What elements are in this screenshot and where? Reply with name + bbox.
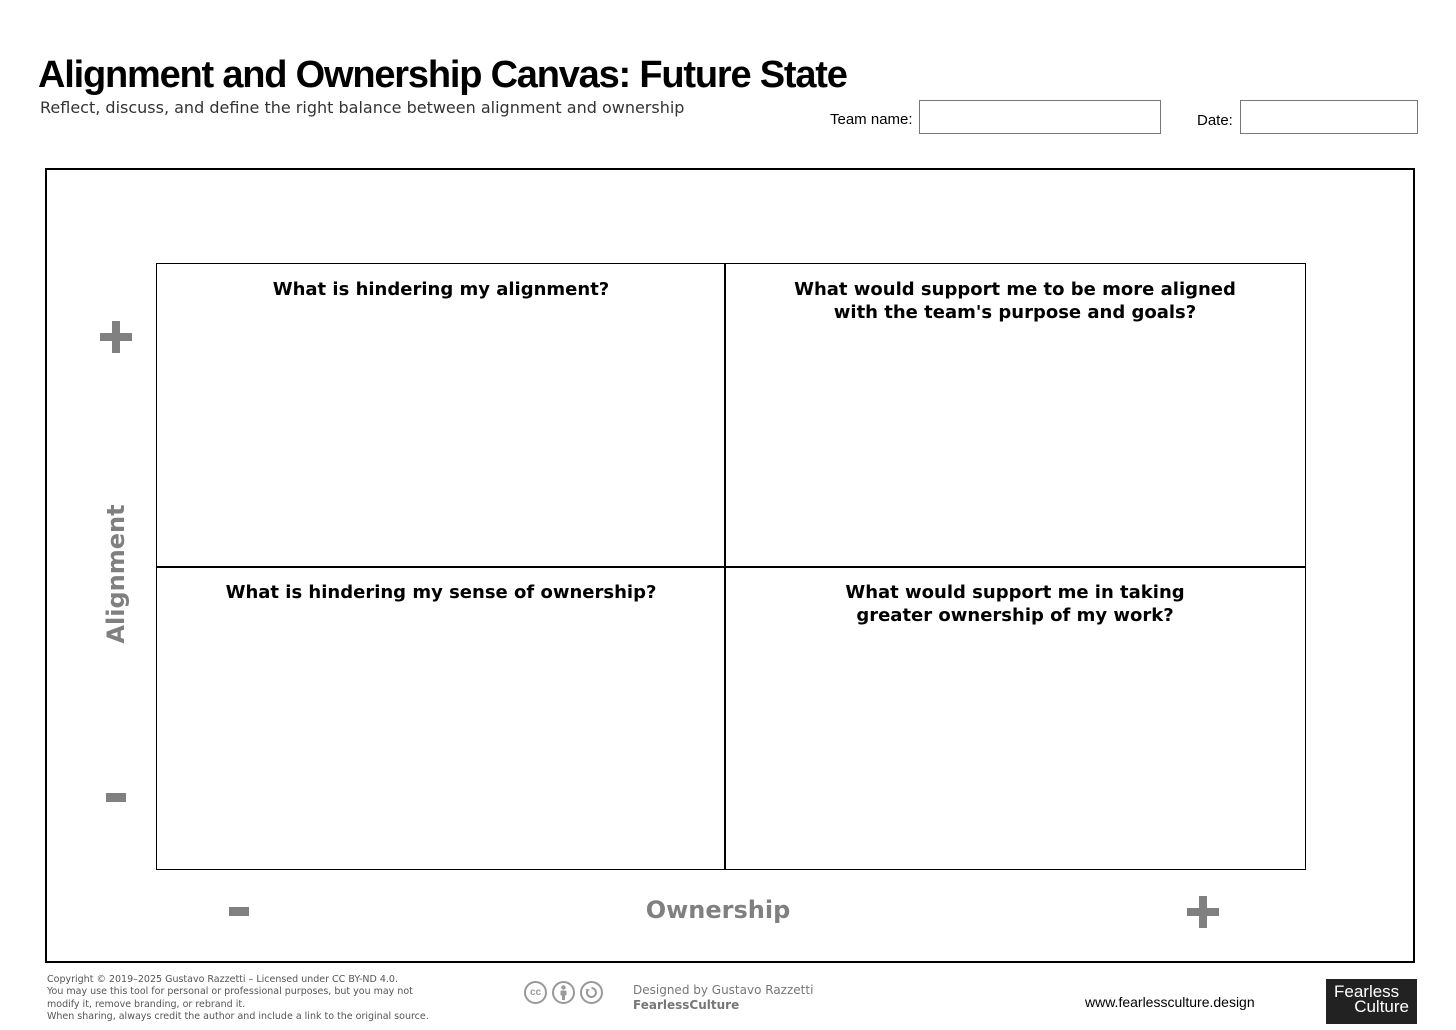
- alignment-plus-icon: [100, 321, 132, 353]
- designer-credit: [633, 983, 813, 1013]
- date-field[interactable]: [1240, 100, 1418, 134]
- copyright-line: Copyright © 2019–2025 Gustavo Razzetti – Licensed under CC BY-ND 4.0.: [47, 974, 398, 985]
- attribution-icon: [552, 981, 575, 1004]
- team-name-field[interactable]: [919, 100, 1161, 134]
- quadrant-hindering-ownership[interactable]: [156, 566, 726, 870]
- ownership-minus-icon: [229, 907, 249, 916]
- quadrant-question: What is hindering my sense of ownership?: [225, 582, 657, 603]
- date-label: Date:: [1197, 112, 1233, 129]
- quadrant-hindering-alignment[interactable]: [156, 263, 726, 568]
- brand-name: FearlessCulture: [633, 998, 740, 1012]
- no-derivatives-icon: [580, 981, 603, 1004]
- copyright-line: You may use this tool for personal or professional purposes, but you may not: [47, 986, 413, 998]
- copyright-line: modify it, remove branding, or rebrand it.: [47, 998, 246, 1010]
- ownership-plus-icon: [1187, 896, 1219, 928]
- quadrant-support-alignment[interactable]: [724, 263, 1306, 568]
- logo-line: Fearless: [1334, 982, 1400, 1001]
- team-name-label: Team name:: [830, 111, 913, 128]
- quadrant-question: What is hindering my alignment?: [272, 279, 610, 300]
- designer-name: Designed by Gustavo Razzetti: [633, 983, 814, 997]
- quadrant-question: What would support me in taking greater ownership of my work?: [845, 582, 1185, 626]
- quadrant-question: What would support me to be more aligned with the team's purpose and goals?: [794, 279, 1236, 323]
- website-link[interactable]: www.fearlessculture.design: [1085, 994, 1255, 1010]
- page-title: Alignment and Ownership Canvas: Future State: [38, 54, 847, 96]
- alignment-minus-icon: [106, 793, 126, 802]
- logo-line: Culture: [1354, 997, 1409, 1016]
- cc-icon: cc: [524, 981, 547, 1004]
- page-subtitle: Reflect, discuss, and define the right balance between alignment and ownership: [40, 98, 685, 117]
- alignment-axis-label: Alignment: [102, 504, 130, 644]
- fearless-culture-logo: [1326, 979, 1417, 1024]
- ownership-axis-label: Ownership: [645, 896, 791, 924]
- license-icons: [524, 981, 603, 1004]
- quadrant-support-ownership[interactable]: [724, 566, 1306, 870]
- copyright-line: When sharing, always credit the author and include a link to the original source.: [47, 1011, 429, 1023]
- copyright-notice: [47, 974, 467, 1024]
